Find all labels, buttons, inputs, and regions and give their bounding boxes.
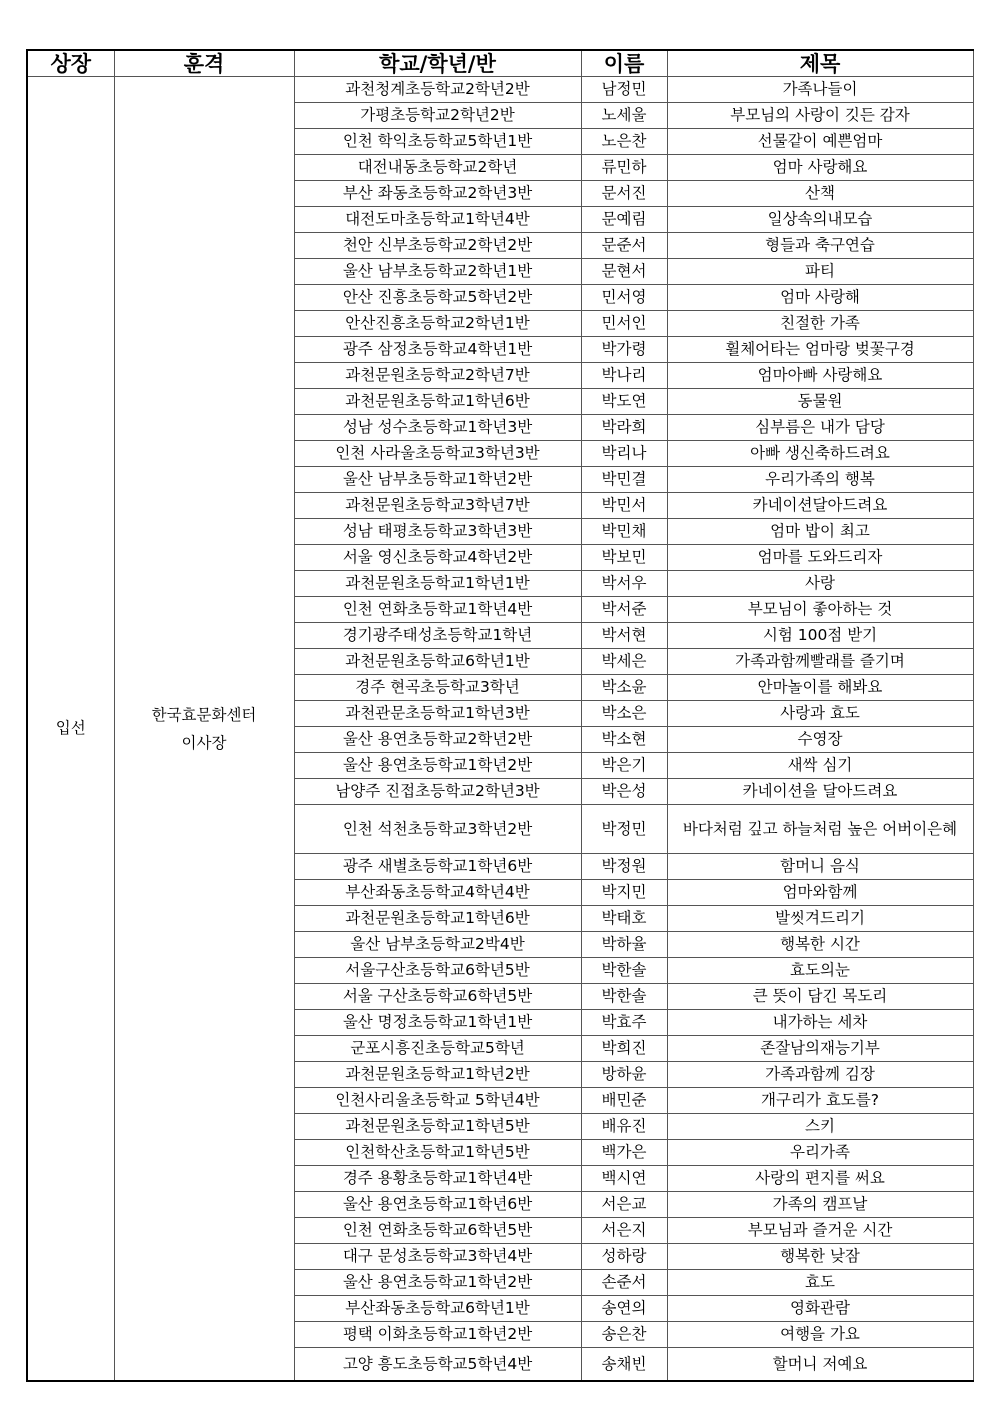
cell-title: 발씻겨드리기 [667, 906, 973, 932]
cell-title: 사랑과 효도 [667, 701, 973, 727]
cell-school: 광주 삼정초등학교4학년1반 [294, 337, 581, 363]
cell-school: 경주 현곡초등학교3학년 [294, 675, 581, 701]
cell-name: 박민서 [581, 493, 667, 519]
cell-school: 울산 명정초등학교1학년1반 [294, 1010, 581, 1036]
header-title: 제목 [667, 50, 973, 77]
cell-name: 민서영 [581, 285, 667, 311]
cell-name: 노세울 [581, 103, 667, 129]
cell-name: 박도연 [581, 389, 667, 415]
cell-school: 인천 연화초등학교6학년5반 [294, 1218, 581, 1244]
cell-school: 과천문원초등학교1학년6반 [294, 389, 581, 415]
cell-name: 박보민 [581, 545, 667, 571]
cell-school: 울산 남부초등학교1학년2반 [294, 467, 581, 493]
cell-title: 시험 100점 받기 [667, 623, 973, 649]
cell-title: 행복한 낮잠 [667, 1244, 973, 1270]
cell-school: 경기광주태성초등학교1학년 [294, 623, 581, 649]
cell-title: 휠체어타는 엄마랑 벚꽃구경 [667, 337, 973, 363]
cell-school: 부산좌동초등학교6학년1반 [294, 1296, 581, 1322]
cell-title: 엄마와함께 [667, 880, 973, 906]
cell-name: 박서준 [581, 597, 667, 623]
cell-school: 과천문원초등학교1학년6반 [294, 906, 581, 932]
table-body [27, 77, 973, 1382]
cell-title: 파티 [667, 259, 973, 285]
cell-school: 인천 학익초등학교5학년1반 [294, 129, 581, 155]
cell-name: 송은찬 [581, 1322, 667, 1348]
cell-name: 방하윤 [581, 1062, 667, 1088]
cell-title: 할머니 저예요 [667, 1348, 973, 1382]
cell-name: 송채빈 [581, 1348, 667, 1382]
cell-title: 효도의눈 [667, 958, 973, 984]
sponsor-cell [114, 77, 294, 1382]
cell-title: 사랑 [667, 571, 973, 597]
cell-title: 가족의 캠프날 [667, 1192, 973, 1218]
cell-name: 박민채 [581, 519, 667, 545]
table-header [27, 50, 973, 77]
cell-school: 부산 좌동초등학교2학년3반 [294, 181, 581, 207]
cell-school: 인천 사라울초등학교3학년3반 [294, 441, 581, 467]
cell-name: 박한솔 [581, 984, 667, 1010]
cell-name: 박라희 [581, 415, 667, 441]
cell-school: 천안 신부초등학교2학년2반 [294, 233, 581, 259]
cell-name: 백시연 [581, 1166, 667, 1192]
cell-name: 박한솔 [581, 958, 667, 984]
cell-school: 남양주 진접초등학교2학년3반 [294, 779, 581, 805]
cell-school: 과천문원초등학교2학년7반 [294, 363, 581, 389]
cell-title: 영화관람 [667, 1296, 973, 1322]
cell-school: 울산 용연초등학교1학년6반 [294, 1192, 581, 1218]
cell-title: 존잘남의재능기부 [667, 1036, 973, 1062]
cell-title: 친절한 가족 [667, 311, 973, 337]
cell-school: 성남 태평초등학교3학년3반 [294, 519, 581, 545]
cell-school: 광주 새별초등학교1학년6반 [294, 854, 581, 880]
cell-name: 박태호 [581, 906, 667, 932]
cell-title: 안마놀이를 해봐요 [667, 675, 973, 701]
cell-title: 부모님의 사랑이 깃든 감자 [667, 103, 973, 129]
cell-name: 민서인 [581, 311, 667, 337]
cell-school: 울산 용연초등학교1학년2반 [294, 1270, 581, 1296]
sponsor-line: 이사장 [181, 733, 227, 752]
cell-title: 행복한 시간 [667, 932, 973, 958]
header-name: 이름 [581, 50, 667, 77]
cell-name: 서은교 [581, 1192, 667, 1218]
cell-school: 과천문원초등학교1학년2반 [294, 1062, 581, 1088]
cell-name: 성하랑 [581, 1244, 667, 1270]
cell-title: 엄마 사랑해요 [667, 155, 973, 181]
cell-title: 부모님이 좋아하는 것 [667, 597, 973, 623]
cell-name: 박가령 [581, 337, 667, 363]
cell-school: 과천청계초등학교2학년2반 [294, 77, 581, 103]
cell-title: 우리가족의 행복 [667, 467, 973, 493]
cell-name: 박은성 [581, 779, 667, 805]
header-school: 학교/학년/반 [294, 50, 581, 77]
header-sponsor: 훈격 [114, 50, 294, 77]
cell-name: 박서우 [581, 571, 667, 597]
cell-school: 경주 용황초등학교1학년4반 [294, 1166, 581, 1192]
cell-name: 문준서 [581, 233, 667, 259]
cell-title: 동물원 [667, 389, 973, 415]
cell-name: 박세은 [581, 649, 667, 675]
cell-title: 스키 [667, 1114, 973, 1140]
award-level-cell: 입선 [27, 77, 114, 1382]
cell-name: 노은찬 [581, 129, 667, 155]
cell-title: 아빠 생신축하드려요 [667, 441, 973, 467]
cell-name: 송연의 [581, 1296, 667, 1322]
cell-school: 울산 남부초등학교2박4반 [294, 932, 581, 958]
cell-name: 서은지 [581, 1218, 667, 1244]
cell-title: 엄마아빠 사랑해요 [667, 363, 973, 389]
cell-title: 수영장 [667, 727, 973, 753]
cell-name: 문서진 [581, 181, 667, 207]
cell-name: 박민결 [581, 467, 667, 493]
cell-title: 함머니 음식 [667, 854, 973, 880]
award-list-table [26, 49, 974, 1382]
cell-school: 군포시흥진초등학교5학년 [294, 1036, 581, 1062]
cell-name: 박정원 [581, 854, 667, 880]
cell-title: 가족나들이 [667, 77, 973, 103]
cell-name: 박리나 [581, 441, 667, 467]
header-award: 상장 [27, 50, 114, 77]
cell-name: 박소현 [581, 727, 667, 753]
cell-title: 카네이션을 달아드려요 [667, 779, 973, 805]
cell-school: 과천관문초등학교1학년3반 [294, 701, 581, 727]
cell-school: 고양 흥도초등학교5학년4반 [294, 1348, 581, 1382]
cell-title: 바다처럼 깊고 하늘처럼 높은 어버이은혜 [667, 805, 973, 854]
cell-name: 박나리 [581, 363, 667, 389]
header-row [27, 50, 973, 77]
cell-name: 박희진 [581, 1036, 667, 1062]
cell-name: 손준서 [581, 1270, 667, 1296]
cell-title: 우리가족 [667, 1140, 973, 1166]
cell-school: 안산 진흥초등학교5학년2반 [294, 285, 581, 311]
cell-school: 인천 석천초등학교3학년2반 [294, 805, 581, 854]
cell-school: 인천 연화초등학교1학년4반 [294, 597, 581, 623]
cell-name: 문예림 [581, 207, 667, 233]
cell-title: 엄마 사랑해 [667, 285, 973, 311]
cell-school: 서울구산초등학교6학년5반 [294, 958, 581, 984]
cell-title: 여행을 가요 [667, 1322, 973, 1348]
cell-name: 남정민 [581, 77, 667, 103]
cell-name: 박은기 [581, 753, 667, 779]
cell-title: 심부름은 내가 담당 [667, 415, 973, 441]
cell-name: 박서현 [581, 623, 667, 649]
cell-title: 산책 [667, 181, 973, 207]
cell-school: 울산 용연초등학교2학년2반 [294, 727, 581, 753]
cell-name: 배유진 [581, 1114, 667, 1140]
cell-school: 과천문원초등학교6학년1반 [294, 649, 581, 675]
cell-school: 성남 성수초등학교1학년3반 [294, 415, 581, 441]
cell-name: 류민하 [581, 155, 667, 181]
cell-school: 울산 남부초등학교2학년1반 [294, 259, 581, 285]
cell-name: 백가은 [581, 1140, 667, 1166]
cell-school: 과천문원초등학교1학년5반 [294, 1114, 581, 1140]
cell-name: 박정민 [581, 805, 667, 854]
cell-school: 울산 용연초등학교1학년2반 [294, 753, 581, 779]
cell-title: 엄마 밥이 최고 [667, 519, 973, 545]
cell-school: 대구 문성초등학교3학년4반 [294, 1244, 581, 1270]
cell-school: 부산좌동초등학교4학년4반 [294, 880, 581, 906]
cell-name: 박소은 [581, 701, 667, 727]
cell-name: 박효주 [581, 1010, 667, 1036]
cell-name: 배민준 [581, 1088, 667, 1114]
cell-title: 선물같이 예쁜엄마 [667, 129, 973, 155]
cell-name: 박하율 [581, 932, 667, 958]
cell-school: 과천문원초등학교3학년7반 [294, 493, 581, 519]
cell-title: 큰 뜻이 담긴 목도리 [667, 984, 973, 1010]
cell-title: 가족과함께빨래를 즐기며 [667, 649, 973, 675]
cell-school: 서울 구산초등학교6학년5반 [294, 984, 581, 1010]
table-row [27, 77, 973, 103]
cell-school: 안산진흥초등학교2학년1반 [294, 311, 581, 337]
cell-title: 부모님과 즐거운 시간 [667, 1218, 973, 1244]
cell-title: 새싹 심기 [667, 753, 973, 779]
cell-school: 과천문원초등학교1학년1반 [294, 571, 581, 597]
cell-school: 인천사리울초등학교 5학년4반 [294, 1088, 581, 1114]
cell-school: 평택 이화초등학교1학년2반 [294, 1322, 581, 1348]
cell-name: 박소윤 [581, 675, 667, 701]
cell-title: 효도 [667, 1270, 973, 1296]
cell-school: 대전도마초등학교1학년4반 [294, 207, 581, 233]
cell-name: 박지민 [581, 880, 667, 906]
cell-title: 내가하는 세차 [667, 1010, 973, 1036]
cell-title: 카네이션달아드려요 [667, 493, 973, 519]
cell-school: 대전내동초등학교2학년 [294, 155, 581, 181]
cell-title: 엄마를 도와드리자 [667, 545, 973, 571]
sponsor-line: 한국효문화센터 [151, 705, 257, 724]
cell-name: 문현서 [581, 259, 667, 285]
cell-title: 사랑의 편지를 써요 [667, 1166, 973, 1192]
cell-school: 인천학산초등학교1학년5반 [294, 1140, 581, 1166]
cell-title: 가족과함께 김장 [667, 1062, 973, 1088]
cell-title: 개구리가 효도를? [667, 1088, 973, 1114]
cell-school: 서울 영신초등학교4학년2반 [294, 545, 581, 571]
cell-title: 일상속의내모습 [667, 207, 973, 233]
cell-title: 형들과 축구연습 [667, 233, 973, 259]
cell-school: 가평초등학교2학년2반 [294, 103, 581, 129]
